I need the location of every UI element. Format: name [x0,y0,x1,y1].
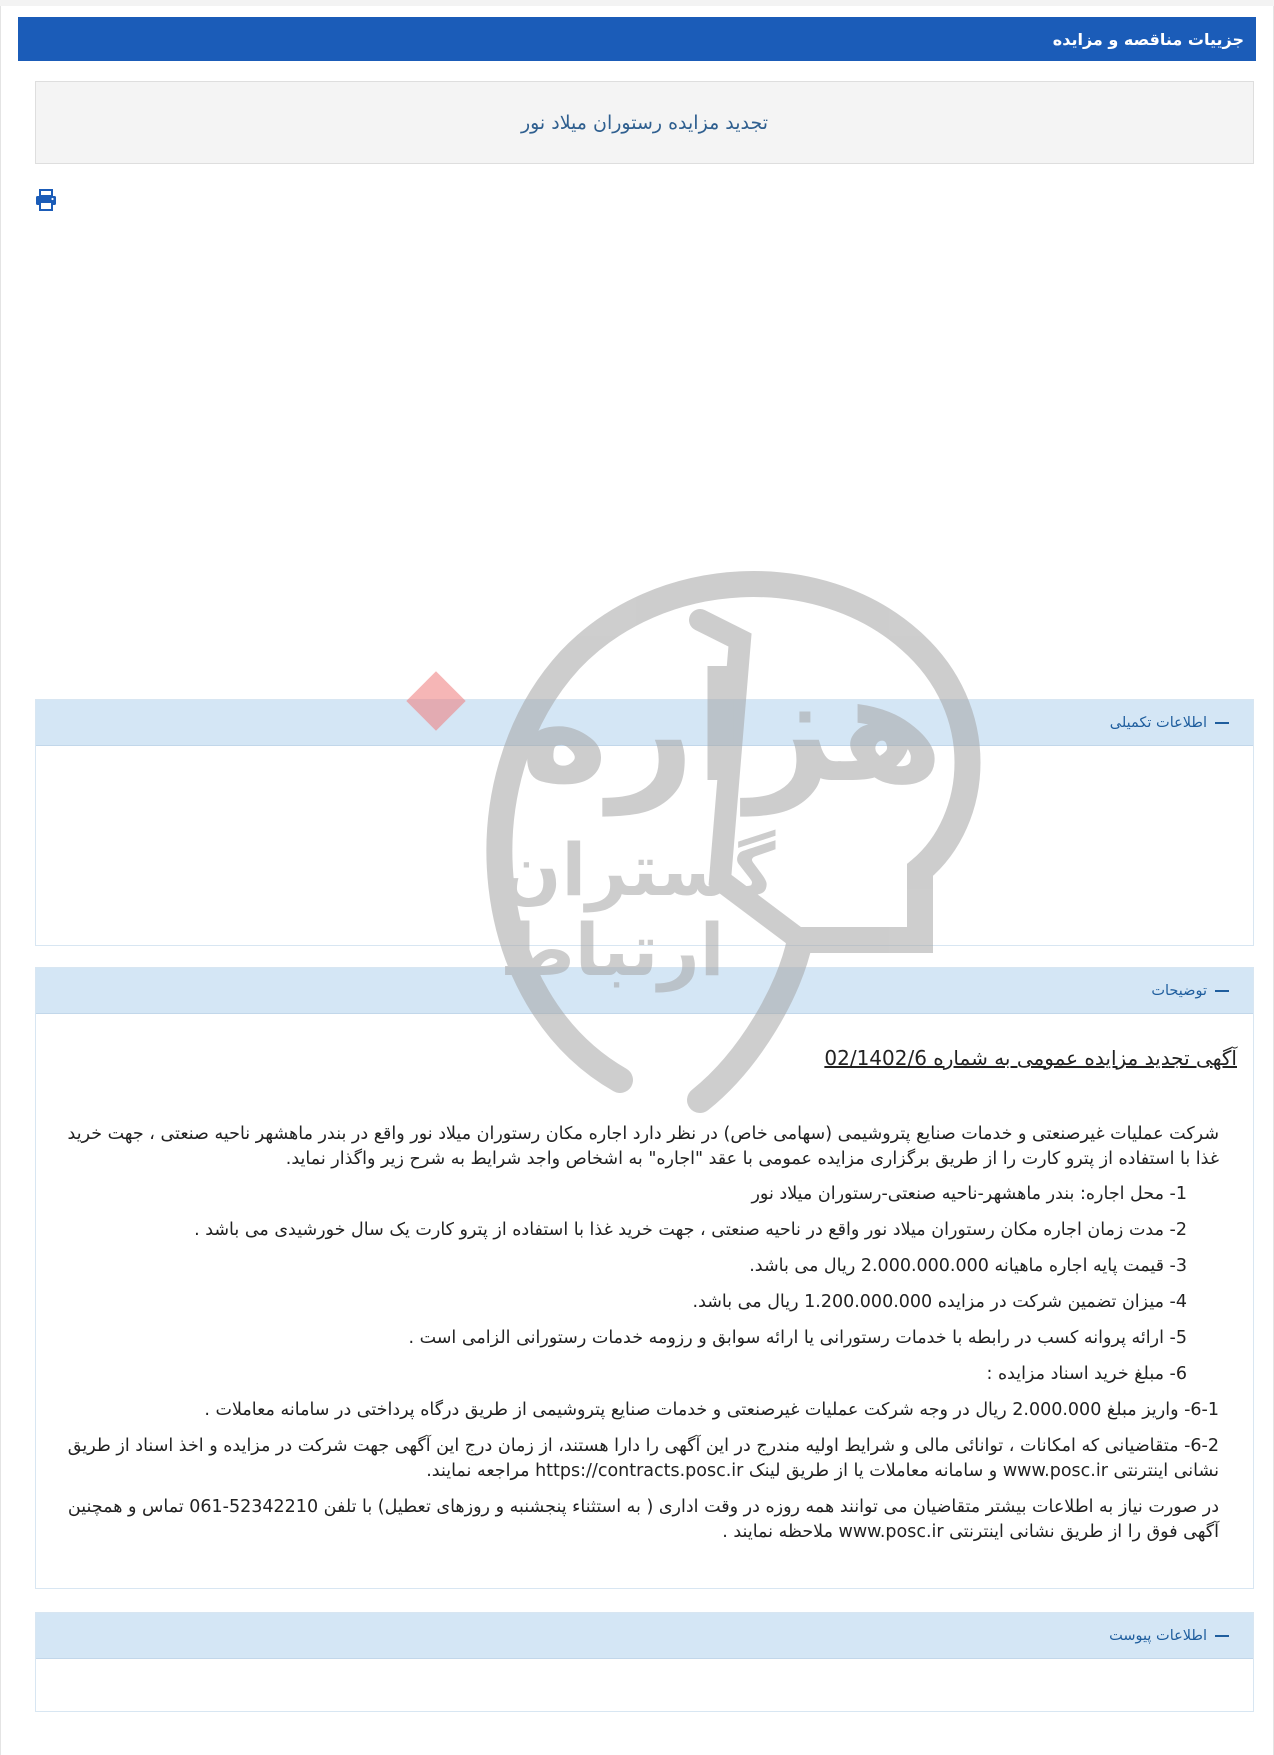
announcement-body [59,1122,1219,1172]
page-title-box [35,81,1254,164]
announcement-item: 1- محل اجاره: بندر ماهشهر-ناحیه صنعتی-رستوران میلاد نور [751,1184,1187,1204]
announcement-closing: در صورت نیاز به اطلاعات بیشتر متقاضیان می توانند همه روزه در وقت اداری ( به استثناء پنجشنبه و روزهای تعطیل) با تلفن 52342210-061 تماس و همچنین آگهی فوق را از طریق نشانی اینترنتی www.posc.ir ملاحظه نمایند . [67,1497,1219,1542]
announcement-item: 6- مبلغ خرید اسناد مزایده : [986,1364,1187,1384]
supplementary-panel-title: اطلاعات تکمیلی [1109,714,1207,731]
announcement-subitem-1: 6-1- واریز مبلغ 2.000.000 ریال در وجه شرکت عملیات غیرصنعتی و خدمات صنایع پتروشیمی از طریق درگاه پرداختی در سامانه معاملات . [204,1400,1219,1420]
descriptions-panel [35,967,1254,1589]
collapse-minus-icon[interactable] [1215,1635,1229,1637]
announcement-subitem-2: 6-2- متقاضیانی که امکانات ، توانائی مالی و شرایط اولیه مندرج در این آگهی را دارا هستند، از زمان درج این آگهی جهت شرکت در مزایده و اخذ اسناد از طریق نشانی اینترنتی www.posc.ir و سامانه معاملات یا از طریق لینک https://contracts.posc.ir مراجعه نمایند. [67,1436,1219,1481]
supplementary-panel [35,699,1254,946]
announcement-title: آگهی تجدید مزایده عمومی به شماره 02/1402/6 [824,1046,1237,1070]
watermark-sub-text-2: ارتباط [500,908,725,992]
collapse-minus-icon[interactable] [1215,990,1229,992]
attachments-panel-title: اطلاعات پیوست [1109,1627,1207,1644]
page-title: تجدید مزایده رستوران میلاد نور [520,111,769,134]
descriptions-panel-title: توضیحات [1151,982,1207,999]
announcement-items [67,1182,1187,1398]
announcement-item: 5- ارائه پروانه کسب در رابطه با خدمات رستورانی یا ارائه سوابق و رزومه خدمات رستورانی الزامی است . [408,1328,1187,1348]
watermark-main-text: هزاره [520,642,944,816]
announcement-subitems [59,1398,1219,1545]
announcement-item: 2- مدت زمان اجاره مکان رستوران میلاد نور واقع در ناحیه صنعتی ، جهت خرید غذا با استفاده از پترو کارت یک سال خورشیدی می باشد . [194,1220,1187,1240]
watermark-sub-text-1: گستران [500,828,776,912]
supplementary-panel-header[interactable] [36,700,1253,746]
header-bar [18,17,1256,61]
descriptions-panel-header[interactable] [36,968,1253,1014]
announcement-title-wrap [77,1046,1237,1070]
announcement-item: 3- قیمت پایه اجاره ماهیانه 2.000.000.000 ریال می باشد. [749,1256,1187,1276]
printer-icon[interactable] [34,188,58,212]
attachments-panel-header[interactable] [36,1613,1253,1659]
announcement-item: 4- میزان تضمین شرکت در مزایده 1.200.000.000 ریال می باشد. [692,1292,1187,1312]
announcement-intro: شرکت عملیات غیرصنعتی و خدمات صنایع پتروشیمی (سهامی خاص) در نظر دارد اجاره مکان رستوران میلاد نور واقع در بندر ماهشهر ناحیه صنعتی ، جهت خرید غذا با استفاده از پترو کارت را از طریق برگزاری مزایده عمومی با عقد "اجاره" به اشخاص واجد شرایط به شرح زیر واگذار نماید. [67,1124,1219,1169]
attachments-panel [35,1612,1254,1712]
collapse-minus-icon[interactable] [1215,722,1229,724]
header-title: جزییات مناقصه و مزایده [1052,29,1244,49]
top-strip [0,0,1274,6]
